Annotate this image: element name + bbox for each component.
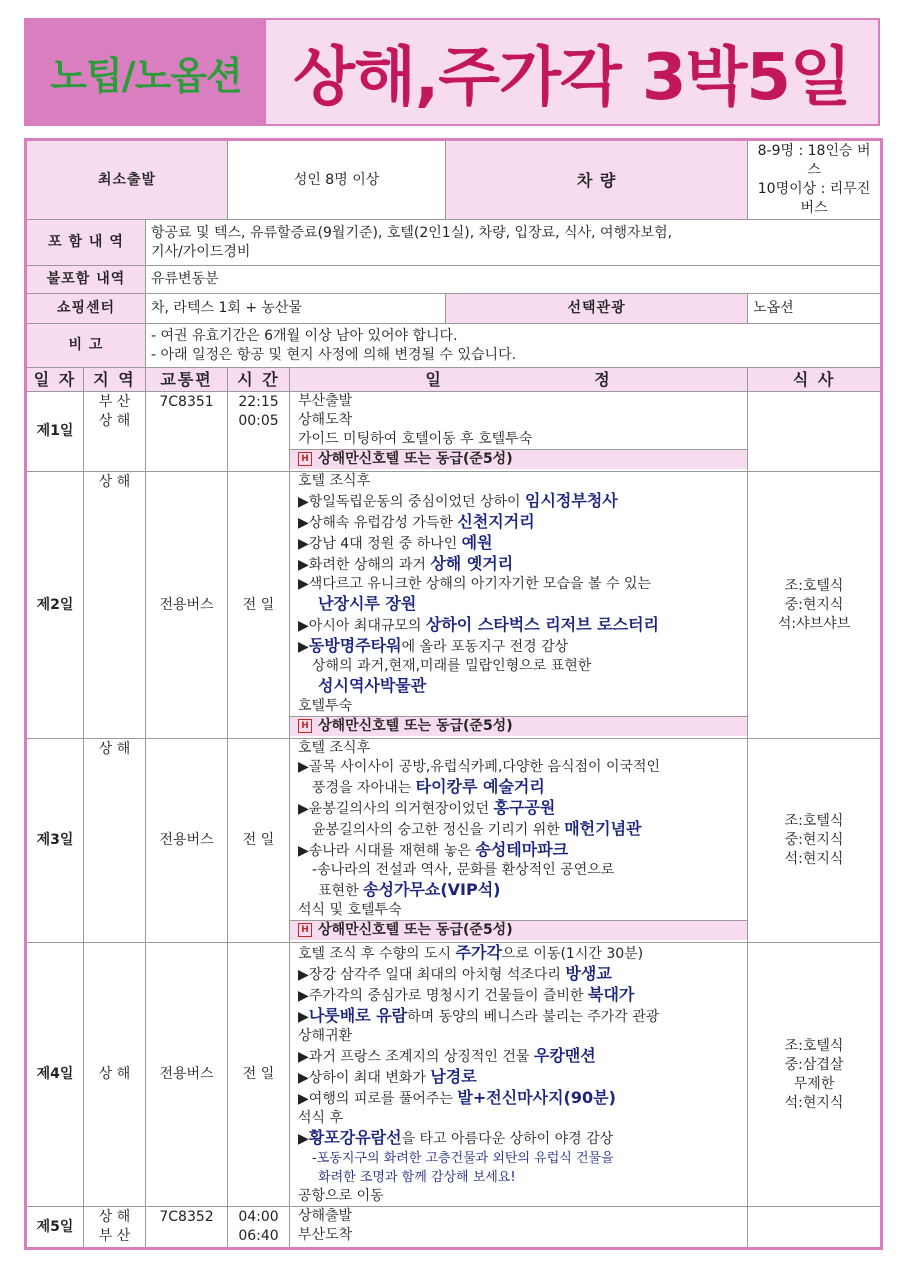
schedule-line: 부산도착: [298, 1227, 353, 1243]
schedule-text: 풍경을 자아내는: [312, 780, 416, 796]
schedule-cell: [290, 943, 748, 1207]
day-label: 제1일: [26, 392, 84, 472]
note-value: [146, 324, 882, 368]
schedule-text: ▶: [298, 639, 309, 655]
sight-name: 임시정부청사: [525, 491, 618, 510]
schedule-line: ▶색다르고 유니크한 상해의 아기자기한 모습을 볼 수 있는: [298, 576, 651, 592]
schedule-line: [290, 840, 747, 861]
sight-name: 발+전신마사지(90분): [457, 1088, 616, 1107]
schedule-line: [290, 798, 747, 819]
schedule-line: 석식 및 호텔투숙: [298, 902, 402, 918]
info-row-shopping: [26, 294, 882, 324]
itinerary-table: [24, 138, 883, 1250]
day-label: 제2일: [26, 472, 84, 739]
excludes-label: 불포함 내역: [26, 266, 146, 294]
schedule-line: 상해도착: [298, 412, 353, 428]
sight-name: 황포강유람선: [308, 1128, 402, 1147]
region-cell: 상 해: [84, 943, 146, 1207]
meal-dinner: 석:샤브샤브: [777, 615, 851, 632]
time-cell: [228, 392, 290, 472]
meal-lunch: 중:현지식: [784, 832, 844, 848]
time-arrive: 06:40: [238, 1228, 279, 1244]
schedule-text: 표현한: [318, 883, 364, 899]
hotel-name: 상해만신호텔 또는 동급(준5성): [318, 718, 513, 734]
schedule-line: [290, 964, 747, 985]
sight-name: 상하이 스타벅스 리저브 로스터리: [425, 615, 659, 634]
col-transport: 교통편: [146, 368, 228, 392]
meal-breakfast: 조:호텔식: [784, 813, 844, 829]
day-row-5: [26, 1207, 882, 1249]
sight-name: 홍구공원: [493, 798, 556, 817]
schedule-line: [290, 636, 747, 657]
schedule-text: ▶강남 4대 정원 중 하나인: [298, 536, 462, 552]
time-cell: 전 일: [228, 739, 290, 943]
time-cell: 전 일: [228, 472, 290, 739]
schedule-text: ▶송나라 시대를 재현해 놓은: [298, 843, 476, 859]
day-row-3: [26, 739, 882, 943]
transport-cell: 전용버스: [146, 943, 228, 1207]
schedule-line: 상해출발: [298, 1208, 353, 1224]
schedule-line: [290, 1006, 747, 1027]
col-region: 지 역: [84, 368, 146, 392]
schedule-line: -송나라의 전설과 역사, 문화를 환상적인 공연으로: [312, 862, 615, 878]
schedule-text: ▶윤봉길의사의 의거현장이었던: [298, 801, 494, 817]
hotel-bar: [290, 716, 747, 736]
sight-name: 송성가무쇼(VIP석): [363, 880, 501, 899]
transport-cell: 7C8351: [146, 392, 228, 472]
schedule-text: ▶상하이 최대 변화가: [298, 1070, 431, 1086]
min-departure-label: 최소출발: [26, 140, 228, 220]
schedule-line: 화려한 조명과 함께 감상해 보세요!: [318, 1170, 516, 1185]
schedule-cell: [290, 472, 748, 739]
optional-tour-label: 선택관광: [446, 294, 748, 324]
meal-dinner: 석:현지식: [784, 1094, 844, 1111]
sight-name: 동방명주타워: [308, 636, 402, 655]
includes-line-2: 기사/가이드경비: [151, 243, 251, 260]
schedule-line: ▶골목 사이사이 공방,유럽식카페,다양한 음식점이 이국적인: [298, 759, 661, 775]
schedule-line: 호텔 조식후: [298, 740, 371, 756]
col-schedule: 일 정: [290, 368, 748, 392]
schedule-line: [290, 985, 747, 1006]
meal-cell: [748, 472, 882, 739]
sight-name: 타이캉루 예술거리: [415, 777, 545, 796]
schedule-text: 을 타고 아름다운 상하이 야경 감상: [401, 1131, 614, 1147]
sight-name: 성시역사박물관: [318, 676, 427, 695]
vehicle-line-1: 8-9명 : 18인승 버스: [757, 143, 871, 178]
schedule-line: 호텔 조식후: [298, 473, 371, 489]
region-depart: 상 해: [98, 1209, 131, 1225]
hotel-name: 상해만신호텔 또는 동급(준5성): [318, 451, 513, 467]
sight-name: 방생교: [565, 964, 612, 983]
sight-name: 예원: [461, 533, 493, 552]
info-row-excludes: [26, 266, 882, 294]
transport-cell: 전용버스: [146, 739, 228, 943]
meal-lunch-detail: 무제한: [793, 1075, 835, 1092]
hotel-bar: [290, 449, 747, 469]
title-banner: [24, 18, 880, 126]
schedule-line: [290, 491, 747, 512]
schedule-line: [290, 594, 747, 615]
region-arrive: 상 해: [98, 413, 131, 429]
time-cell: 전 일: [228, 943, 290, 1207]
schedule-text: 호텔 조식 후 수향의 도시: [298, 946, 456, 962]
hotel-icon: H: [298, 923, 312, 937]
sight-name: 나룻배로 유람: [308, 1006, 408, 1025]
time-cell: [228, 1207, 290, 1249]
schedule-text: ▶주가각의 중심가로 명청시기 건물들이 즐비한: [298, 988, 589, 1004]
sight-name: 북대가: [588, 985, 635, 1004]
sight-name: 우캉맨션: [533, 1046, 596, 1065]
schedule-line: [290, 1067, 747, 1088]
includes-label: 포 함 내 역: [26, 220, 146, 266]
schedule-line: [290, 1128, 747, 1149]
schedule-line: 석식 후: [298, 1110, 344, 1126]
meal-breakfast: 조:호텔식: [784, 577, 844, 594]
vehicle-value: [748, 140, 882, 220]
meal-dinner: 석:현지식: [784, 851, 844, 867]
vehicle-line-2: 10명이상 : 리무진 버스: [757, 181, 871, 216]
transport-cell: 전용버스: [146, 472, 228, 739]
time-depart: 04:00: [238, 1209, 279, 1225]
region-cell: 상 해: [84, 472, 146, 739]
schedule-text: ▶상해속 유럽감성 가득한: [298, 515, 458, 531]
note-label: 비 고: [26, 324, 146, 368]
schedule-line: 호텔투숙: [298, 698, 353, 714]
shopping-value: 차, 라텍스 1회 + 농산물: [146, 294, 446, 324]
region-cell: 상 해: [84, 739, 146, 943]
sight-name: 남경로: [430, 1067, 477, 1086]
schedule-line: [290, 676, 747, 697]
vehicle-label: 차 량: [446, 140, 748, 220]
sight-name: 신천지거리: [457, 512, 535, 531]
schedule-line: [290, 880, 747, 901]
schedule-text: ▶여행의 피로를 풀어주는: [298, 1091, 458, 1107]
hotel-name: 상해만신호텔 또는 동급(준5성): [318, 922, 513, 938]
hotel-icon: H: [298, 452, 312, 466]
banner-right-panel: [266, 20, 878, 124]
schedule-line: 상해귀환: [298, 1028, 353, 1044]
meal-breakfast: 조:호텔식: [784, 1037, 844, 1054]
schedule-text: ▶: [298, 1131, 309, 1147]
day-label: 제4일: [26, 943, 84, 1207]
schedule-line: 공항으로 이동: [298, 1188, 384, 1204]
schedule-text: ▶과거 프랑스 조계지의 상징적인 건물: [298, 1049, 534, 1065]
schedule-text: 윤봉길의사의 숭고한 정신을 기리기 위한: [312, 822, 565, 838]
banner-subtitle: 노팁/노옵션: [50, 53, 242, 98]
meal-cell: [748, 1207, 882, 1249]
schedule-line: [290, 777, 747, 798]
meal-cell: [748, 943, 882, 1207]
schedule-line: [290, 1046, 747, 1067]
schedule-text: ▶: [298, 1009, 309, 1025]
optional-tour-value: 노옵션: [748, 294, 882, 324]
schedule-line: [290, 512, 747, 533]
includes-value: [146, 220, 882, 266]
note-line-1: - 여권 유효기간은 6개월 이상 남아 있어야 합니다.: [151, 327, 458, 344]
sight-name: 상해 옛거리: [430, 554, 514, 573]
sight-name: 난장시루 장원: [318, 594, 417, 613]
schedule-line: 상해의 과거,현재,미래를 밀랍인형으로 표현한: [312, 658, 592, 674]
hotel-bar: [290, 920, 747, 940]
excludes-value: 유류변동분: [146, 266, 882, 294]
schedule-line: [290, 1088, 747, 1109]
meal-cell: [748, 739, 882, 943]
schedule-text: 하며 동양의 베니스라 불리는 주가각 관광: [407, 1009, 660, 1025]
schedule-text: 에 올라 포동지구 전경 감상: [401, 639, 569, 655]
sight-name: 주가각: [455, 943, 502, 962]
region-cell: [84, 1207, 146, 1249]
note-line-2: - 아래 일정은 항공 및 현지 사정에 의해 변경될 수 있습니다.: [151, 346, 517, 363]
info-row-note: [26, 324, 882, 368]
schedule-text: ▶아시아 최대규모의: [298, 618, 426, 634]
meal-cell: [748, 392, 882, 472]
schedule-line: [290, 554, 747, 575]
schedule-line: -포동지구의 화려한 고층건물과 외탄의 유럽식 건물을: [312, 1151, 614, 1166]
time-arrive: 00:05: [238, 413, 279, 429]
schedule-line: [290, 819, 747, 840]
schedule-text: ▶장강 삼각주 일대 최대의 아치형 석조다리: [298, 967, 566, 983]
includes-line-1: 항공료 및 텍스, 유류할증료(9월기준), 호텔(2인1실), 차량, 입장료, 식사, 여행자보험,: [151, 224, 673, 241]
region-cell: [84, 392, 146, 472]
schedule-header-row: [26, 368, 882, 392]
schedule-line: [290, 943, 747, 964]
col-date: 일 자: [26, 368, 84, 392]
info-row-includes: [26, 220, 882, 266]
min-departure-value: 성인 8명 이상: [228, 140, 446, 220]
day-row-1: [26, 392, 882, 472]
schedule-cell: [290, 1207, 748, 1249]
day-row-2: [26, 472, 882, 739]
sight-name: 송성테마파크: [475, 840, 569, 859]
day-row-4: [26, 943, 882, 1207]
region-arrive: 부 산: [98, 1228, 131, 1244]
schedule-cell: [290, 392, 748, 472]
time-depart: 22:15: [238, 394, 279, 410]
transport-cell: 7C8352: [146, 1207, 228, 1249]
shopping-label: 쇼핑센터: [26, 294, 146, 324]
schedule-line: [290, 615, 747, 636]
day-label: 제3일: [26, 739, 84, 943]
schedule-line: 가이드 미팅하여 호텔이동 후 호텔투숙: [298, 431, 533, 447]
meal-lunch: 중:현지식: [784, 596, 844, 613]
info-row-departure: [26, 140, 882, 220]
schedule-text: ▶화려한 상해의 과거: [298, 557, 431, 573]
schedule-line: [290, 533, 747, 554]
day-label: 제5일: [26, 1207, 84, 1249]
col-time: 시 간: [228, 368, 290, 392]
banner-title: 상해,주가각 3박5일: [293, 41, 851, 115]
region-depart: 부 산: [98, 394, 131, 410]
hotel-icon: H: [298, 719, 312, 733]
schedule-text: 으로 이동(1시간 30분): [501, 946, 644, 962]
banner-left-panel: [26, 20, 266, 124]
sight-name: 매헌기념관: [564, 819, 642, 838]
schedule-text: ▶항일독립운동의 중심이었던 상하이: [298, 494, 526, 510]
col-meal: 식 사: [748, 368, 882, 392]
schedule-cell: [290, 739, 748, 943]
meal-lunch: 중:삼겹살: [784, 1056, 844, 1073]
schedule-line: 부산출발: [298, 393, 353, 409]
